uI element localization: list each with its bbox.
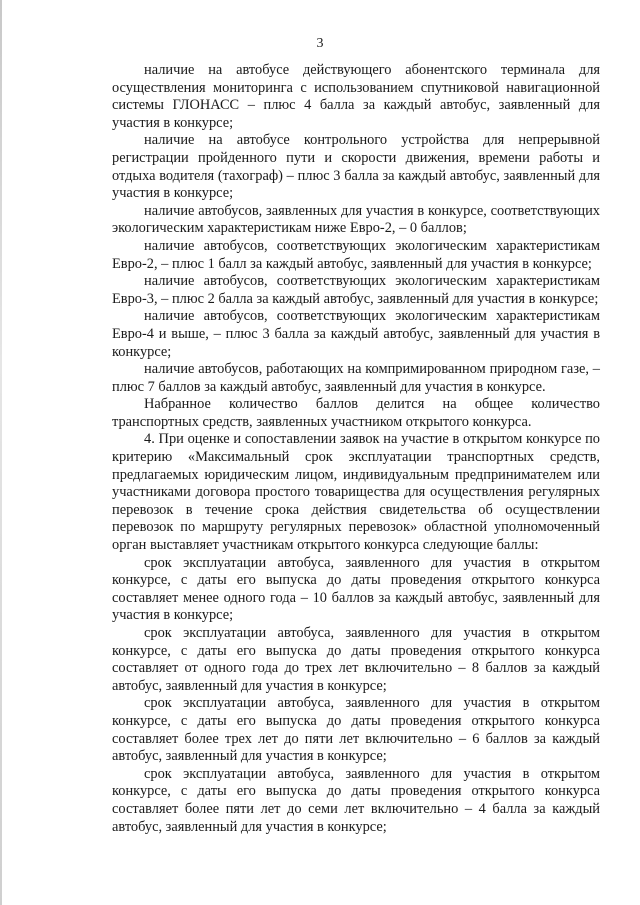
scan-edge	[0, 0, 2, 905]
paragraph-age-1-3: срок эксплуатации автобуса, заявленного для участия в открытом конкурсе, с даты его выпуска до даты проведения открытого конкурса составляет от одного года до трех лет включительно – 8 баллов за каждый автобус, заявленный для участия в конкурсе;	[112, 625, 600, 694]
paragraph-age-3-5: срок эксплуатации автобуса, заявленного для участия в открытом конкурсе, с даты его выпуска до даты проведения открытого конкурса составляет более трех лет до пяти лет включительно – 6 баллов за каждый автобус, заявленный для участия в конкурсе;	[112, 695, 600, 765]
paragraph-tachograph: наличие на автобусе контрольного устройства для непрерывной регистрации пройденного пути и скорости движения, времени работы и отдыха водителя (тахограф) – плюс 3 балла за каждый автобус, заявленный для участия в конкурсе;	[112, 132, 600, 202]
paragraph-age-under-1: срок эксплуатации автобуса, заявленного для участия в открытом конкурсе, с даты его выпуска до даты проведения открытого конкурса составляет менее одного года – 10 баллов за каждый автобус, заявленный для участия в конкурсе;	[112, 554, 600, 624]
page-number: 3	[316, 36, 324, 51]
paragraph-criterion-4: 4. При оценке и сопоставлении заявок на участие в открытом конкурсе по критерию «Максимальный срок эксплуатации транспортных средств, предлагаемых юридическим лицом, индивидуальным предпринимателем или участниками договора простого товарищества для осуществления регулярных перевозок в течение срока действия свидетельства об осуществлении перевозок по маршруту регулярных перевозок» областной уполномоченный орган выставляет участникам открытого конкурса следующие баллы:	[112, 431, 600, 554]
paragraph-euro3: наличие автобусов, соответствующих экологическим характеристикам Евро-3, – плюс 2 балла за каждый автобус, заявленный для участия в конкурсе;	[112, 273, 600, 307]
paragraph-euro2: наличие автобусов, соответствующих экологическим характеристикам Евро-2, – плюс 1 балл за каждый автобус, заявленный для участия в конкурсе;	[112, 237, 600, 272]
document-body	[112, 62, 600, 836]
paragraph-glonass-terminal: наличие на автобусе действующего абонентского терминала для осуществления мониторинга с использованием спутниковой навигационной системы ГЛОНАСС – плюс 4 балла за каждый автобус, заявленный для участия в конкурсе;	[112, 62, 600, 131]
paragraph-score-division: Набранное количество баллов делится на общее количество транспортных средств, заявленных участником открытого конкурса.	[112, 396, 600, 430]
paragraph-euro4: наличие автобусов, соответствующих экологическим характеристикам Евро-4 и выше, – плюс 3 балла за каждый автобус, заявленный для участия в конкурсе;	[112, 308, 600, 360]
paragraph-below-euro2: наличие автобусов, заявленных для участия в конкурсе, соответствующих экологическим характеристикам ниже Евро-2, – 0 баллов;	[112, 202, 600, 237]
paragraph-age-5-7: срок эксплуатации автобуса, заявленного для участия в открытом конкурсе, с даты его выпуска до даты проведения открытого конкурса составляет более пяти лет до семи лет включительно – 4 балла за каждый автобус, заявленный для участия в конкурсе;	[112, 765, 600, 835]
paragraph-cng: наличие автобусов, работающих на компримированном природном газе, – плюс 7 баллов за каждый автобус, заявленный для участия в конкурсе.	[112, 361, 600, 395]
